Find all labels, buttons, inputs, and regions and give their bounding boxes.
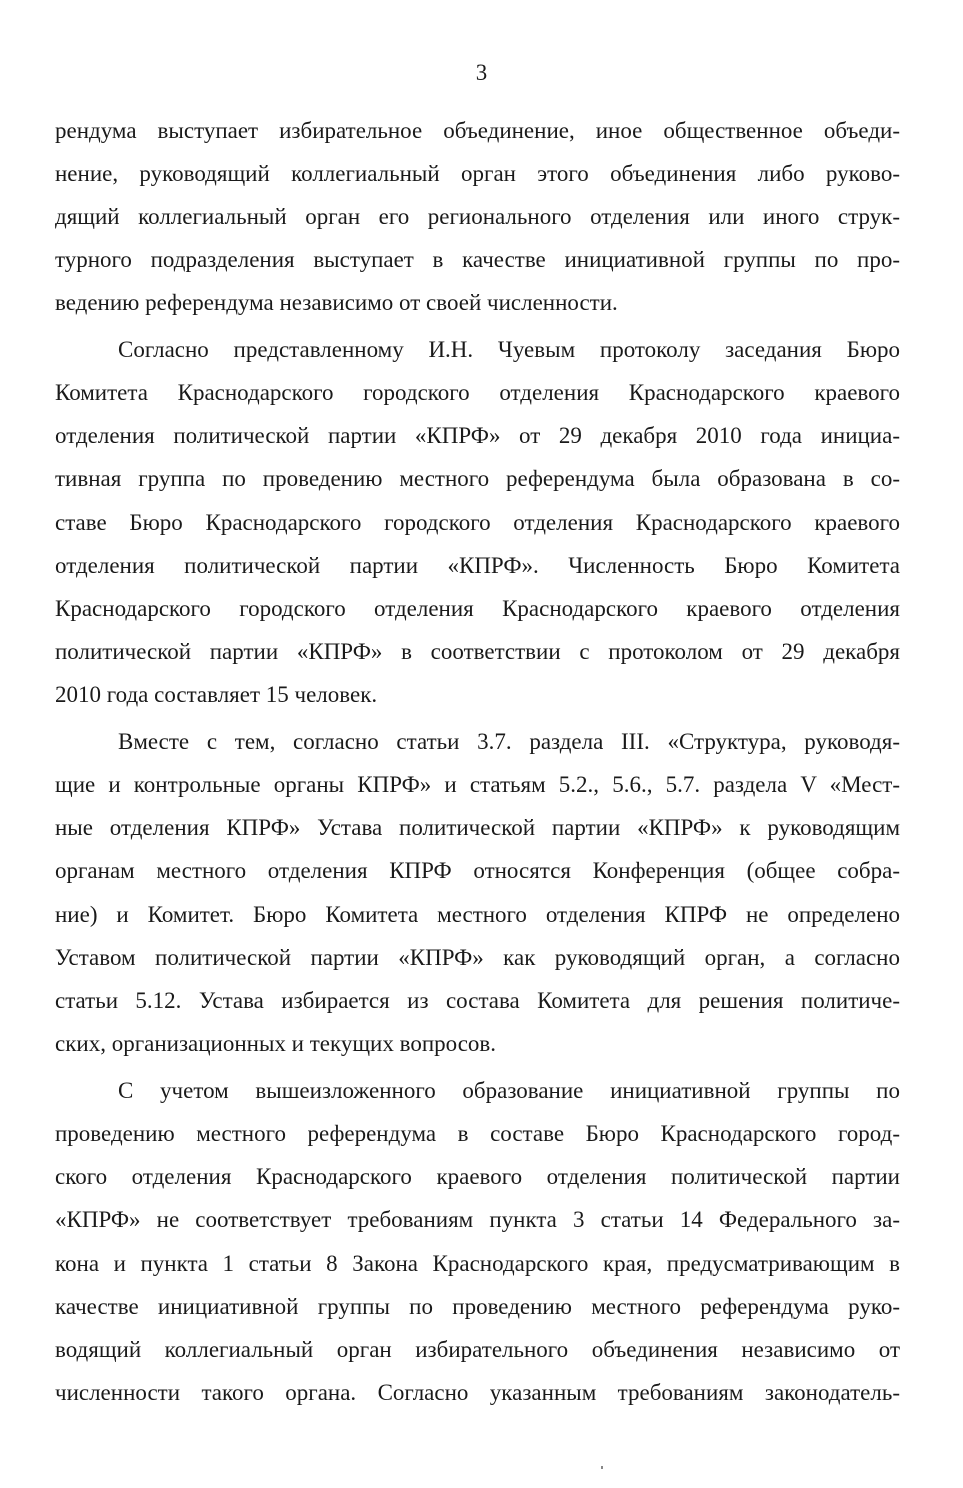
scan-speck xyxy=(601,1466,603,1469)
paragraph-1-line-4: турного подразделения выступает в качестве инициативной группы по про- xyxy=(55,247,900,272)
paragraph-4-line-1: С учетом вышеизложенного образование инициативной группы по xyxy=(118,1078,900,1103)
paragraph-2-line-8: политической партии «КПРФ» в соответствии с протоколом от 29 декабря xyxy=(55,639,900,664)
paragraph-4-line-4: «КПРФ» не соответствует требованиям пункта 3 статьи 14 Федерального за- xyxy=(55,1207,900,1232)
paragraph-2-line-7: Краснодарского городского отделения Краснодарского краевого отделения xyxy=(55,596,900,621)
paragraph-3-line-5: ние) и Комитет. Бюро Комитета местного отделения КПРФ не определено xyxy=(55,902,900,927)
paragraph-2-line-3: отделения политической партии «КПРФ» от 29 декабря 2010 года инициа- xyxy=(55,423,900,448)
paragraph-4-line-8: численности такого органа. Согласно указанным требованиям законодатель- xyxy=(55,1380,900,1405)
paragraph-4-line-3: ского отделения Краснодарского краевого отделения политической партии xyxy=(55,1164,900,1189)
paragraph-2-line-5: ставе Бюро Краснодарского городского отделения Краснодарского краевого xyxy=(55,510,900,535)
paragraph-3-line-7: статьи 5.12. Устава избирается из состава Комитета для решения политиче- xyxy=(55,988,900,1013)
paragraph-1-line-1: рендума выступает избирательное объединение, иное общественное объеди- xyxy=(55,118,900,143)
paragraph-4-line-2: проведению местного референдума в составе Бюро Краснодарского город- xyxy=(55,1121,900,1146)
paragraph-1-line-5: ведению референдума независимо от своей численности. xyxy=(55,290,618,315)
paragraph-1-line-3: дящий коллегиальный орган его регионального отделения или иного струк- xyxy=(55,204,900,229)
paragraph-3-line-3: ные отделения КПРФ» Устава политической партии «КПРФ» к руководящим xyxy=(55,815,900,840)
paragraph-2-line-9: 2010 года составляет 15 человек. xyxy=(55,682,378,707)
paragraph-3-line-6: Уставом политической партии «КПРФ» как руководящий орган, а согласно xyxy=(55,945,900,970)
paragraph-2-line-1: Согласно представленному И.Н. Чуевым протоколу заседания Бюро xyxy=(118,337,900,362)
paragraph-3-line-2: щие и контрольные органы КПРФ» и статьям 5.2., 5.6., 5.7. раздела V «Мест- xyxy=(55,772,900,797)
paragraph-2-line-4: тивная группа по проведению местного референдума была образована в со- xyxy=(55,466,900,491)
paragraph-2-line-2: Комитета Краснодарского городского отделения Краснодарского краевого xyxy=(55,380,900,405)
paragraph-3-line-1: Вместе с тем, согласно статьи 3.7. раздела III. «Структура, руководя- xyxy=(118,729,900,754)
paragraph-3-line-4: органам местного отделения КПРФ относятся Конференция (общее собра- xyxy=(55,858,900,883)
paragraph-2-line-6: отделения политической партии «КПРФ». Численность Бюро Комитета xyxy=(55,553,900,578)
paragraph-4-line-6: качестве инициативной группы по проведению местного референдума руко- xyxy=(55,1294,900,1319)
paragraph-1-line-2: нение, руководящий коллегиальный орган этого объединения либо руково- xyxy=(55,161,900,186)
paragraph-4-line-5: кона и пункта 1 статьи 8 Закона Краснодарского края, предусматривающим в xyxy=(55,1251,900,1276)
paragraph-4-line-7: водящий коллегиальный орган избирательного объединения независимо от xyxy=(55,1337,900,1362)
paragraph-3-line-8: ских, организационных и текущих вопросов. xyxy=(55,1031,497,1056)
page-number: 3 xyxy=(475,60,488,85)
